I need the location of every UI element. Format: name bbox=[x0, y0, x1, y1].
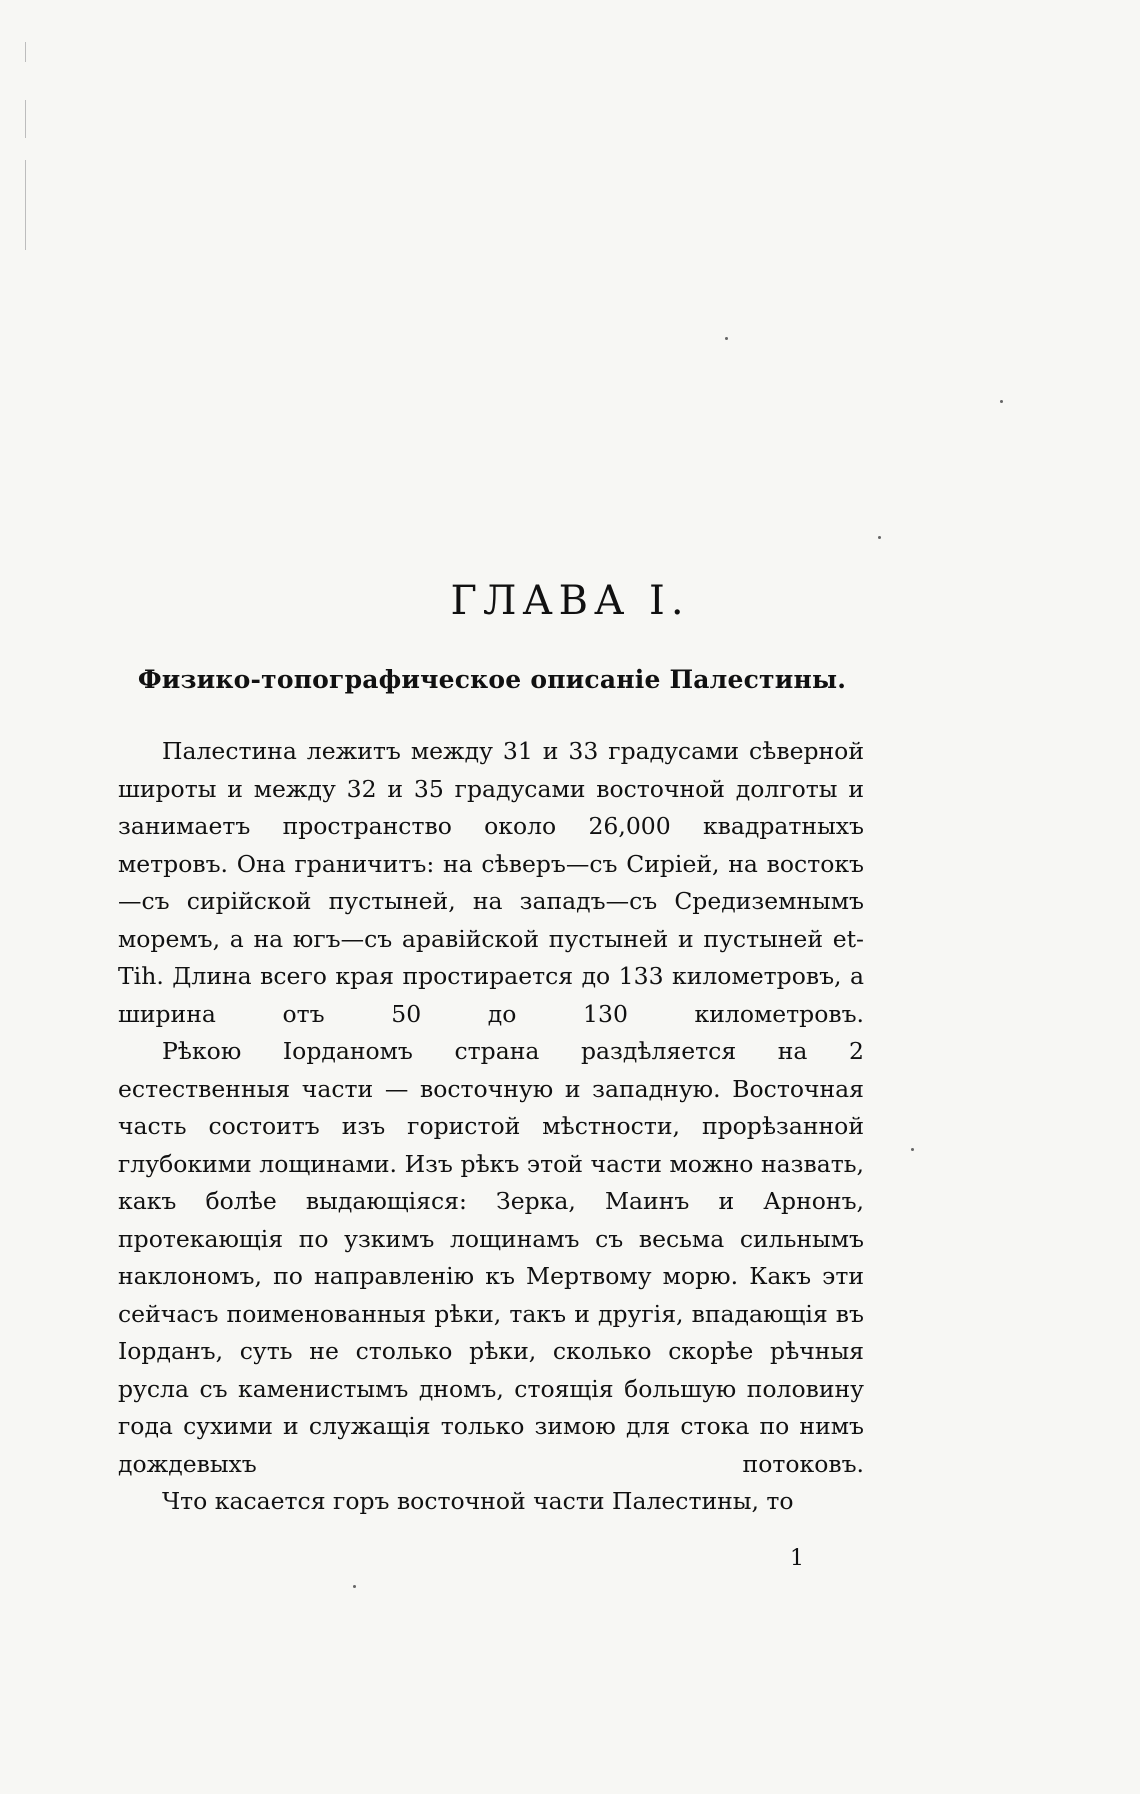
chapter-heading: ГЛАВА I. bbox=[450, 578, 690, 624]
signature-mark: 1 bbox=[790, 1546, 804, 1571]
scan-gutter-line bbox=[25, 160, 26, 250]
scan-gutter-line bbox=[25, 100, 26, 138]
scan-speck bbox=[725, 337, 728, 340]
scan-speck bbox=[878, 536, 881, 539]
paragraph: Палестина лежитъ между 31 и 33 градусами сѣверной широты и между 32 и 35 градусами восточной долготы и занимаетъ пространство около 26,000 квадратныхъ метровъ. Она граничитъ: на сѣверъ—съ Сиріей, на востокъ—съ сирійской пустыней, на западъ—съ Средиземнымъ моремъ, а на югъ—съ аравійской пустыней и пустыней et-Tih. Длина всего края простирается до 133 километровъ, а ширина отъ 50 до 130 километровъ. bbox=[118, 737, 864, 1028]
paragraph: Рѣкою Іорданомъ страна раздѣляется на 2 естественныя части — восточную и западную. Восточная часть состоитъ изъ гористой мѣстности, прорѣзанной глубокими лощинами. Изъ рѣкъ этой части можно назвать, какъ болѣе выдающіяся: Зерка, Маинъ и Арнонъ, протекающія по узкимъ лощинамъ съ весьма сильнымъ наклономъ, по направленію къ Мертвому морю. Какъ эти сейчасъ поименованныя рѣки, такъ и другія, впадающія въ Іорданъ, суть не столько рѣки, сколько скорѣе рѣчныя русла съ каменистымъ дномъ, стоящія большую половину года сухими и служащія только зимою для стока по нимъ дождевыхъ потоковъ. bbox=[118, 1037, 864, 1478]
chapter-subtitle: Физико-топографическое описаніе Палестины. bbox=[137, 665, 847, 694]
scan-gutter-line bbox=[25, 42, 26, 62]
body-text bbox=[118, 733, 864, 1521]
scan-speck bbox=[911, 1148, 914, 1151]
scan-speck bbox=[1000, 400, 1003, 403]
paragraph: Что касается горъ восточной части Палестины, то bbox=[162, 1487, 794, 1515]
scan-speck bbox=[353, 1585, 356, 1588]
